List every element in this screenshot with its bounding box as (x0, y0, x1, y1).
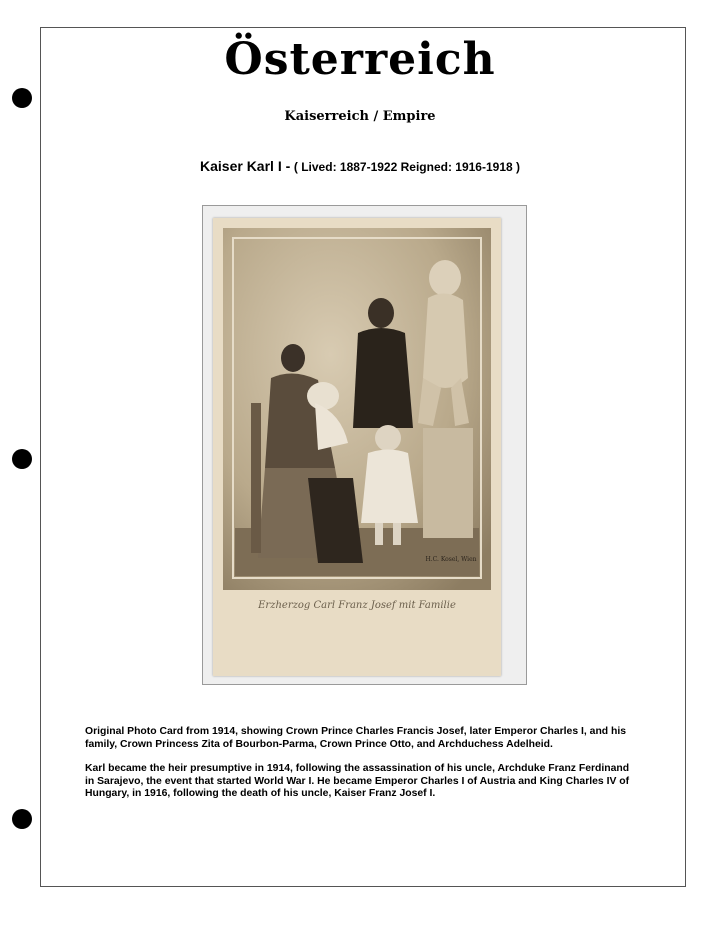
binder-hole-middle (12, 449, 32, 469)
ruler-heading (0, 158, 720, 174)
description-paragraph-1: Original Photo Card from 1914, showing Crown Prince Charles Francis Josef, later Emperor Charles I, and his family, Crown Princess Zita of Bourbon-Parma, Crown Prince Otto, and Archduchess Adelheid. (85, 726, 627, 750)
photo-caption: Erzherzog Carl Franz Josef mit Familie (258, 600, 456, 611)
page-title: Österreich (224, 34, 496, 85)
page-subtitle: Kaiserreich / Empire (284, 109, 436, 124)
family-photo-illustration (223, 228, 491, 590)
description (85, 726, 640, 813)
binder-hole-bottom (12, 809, 32, 829)
photo-card (213, 218, 501, 676)
family-photograph (223, 228, 491, 590)
description-paragraph-2: Karl became the heir presumptive in 1914, following the assassination of his uncle, Archduke Franz Ferdinand in Sarajevo, the event that started World War I. He became Emperor Charles I of Austria and King Charles IV of Hungary, in 1916, following the death of his uncle, Kaiser Franz Josef I. (85, 763, 630, 799)
ruler-name: Kaiser Karl I - (200, 158, 291, 174)
ruler-dates: ( Lived: 1887-1922 Reigned: 1916-1918 ) (293, 160, 520, 174)
studio-mark: H.C. Kosel, Wien (425, 556, 477, 563)
binder-hole-top (12, 88, 32, 108)
photo-mount (202, 205, 527, 685)
